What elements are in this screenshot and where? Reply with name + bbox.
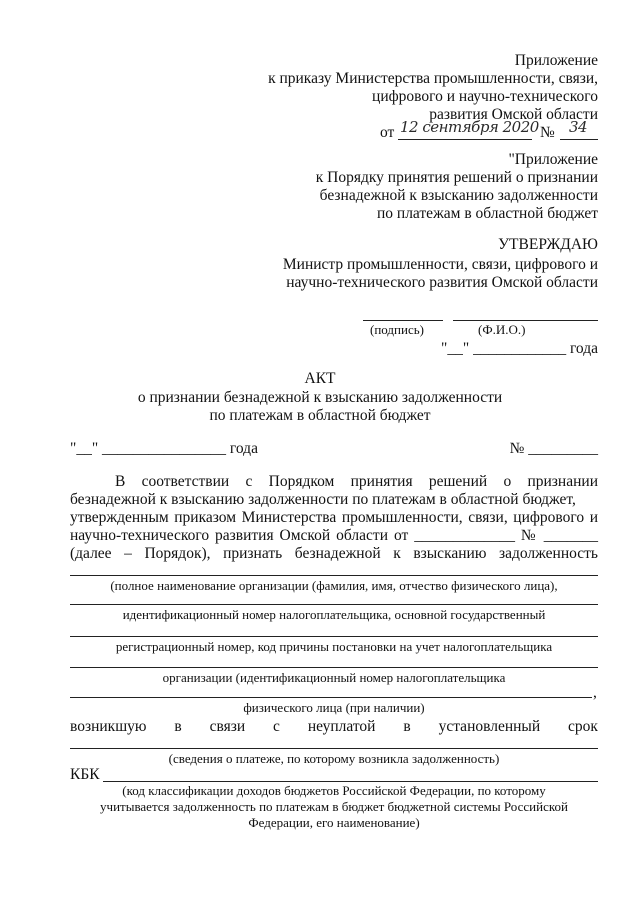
appendix-date-handwritten: 12 сентября 2020 — [400, 118, 539, 136]
p6-word: с — [273, 718, 280, 735]
body-paragraph-line-1 — [115, 473, 598, 491]
appendix-region-line: развития Омской области — [429, 106, 598, 123]
payment-info-caption: (сведения о платеже, по которому возникла задолженность) — [168, 751, 500, 766]
kbk-caption-2: учитывается задолженность по платежам в бюджет бюджетной системы Российской — [100, 799, 568, 814]
arose-line — [70, 718, 598, 736]
act-subtitle-2: по платежам в областной бюджет — [209, 407, 431, 424]
p6-word: возникшую — [70, 718, 147, 735]
appendix-date-prefix: от — [380, 124, 395, 141]
signature-line — [363, 320, 443, 321]
kbk-caption-3: Федерации, его наименование) — [248, 815, 420, 830]
person-inn-line — [70, 697, 592, 698]
org-name-line — [70, 575, 598, 576]
body-paragraph-line-5: (далее – Порядок), признать безнадежной к взысканию задолженность — [70, 545, 598, 562]
ogrn-caption: регистрационный номер, код причины постановки на учет налогоплательщика — [115, 639, 553, 654]
payment-info-line — [70, 748, 598, 749]
inn-caption: идентификационный номер налогоплательщика, основной государственный — [122, 607, 546, 622]
approve-date-line: "__" ____________ года — [441, 340, 598, 357]
kbk-label: КБК — [70, 766, 100, 783]
subappendix-title: "Приложение — [508, 151, 598, 168]
fio-line — [453, 320, 598, 321]
person-inn-comma: , — [593, 684, 597, 701]
signature-caption: (подпись) — [370, 322, 424, 337]
body-paragraph-line-4: научно-технического развития Омской области от _____________ № _______ — [70, 527, 598, 544]
appendix-number-underline — [560, 139, 598, 140]
p6-word: срок — [568, 718, 598, 735]
inn-line — [70, 604, 598, 605]
p6-word: в — [174, 718, 182, 735]
appendix-ministry-line: цифрового и научно-технического — [372, 88, 598, 105]
subappendix-line4: по платежам в областной бюджет — [376, 205, 598, 222]
approve-title: УТВЕРЖДАЮ — [498, 236, 598, 253]
fio-caption: (Ф.И.О.) — [478, 322, 526, 337]
appendix-title: Приложение — [514, 52, 598, 69]
p1-word: решений — [428, 473, 488, 490]
p1-word: В — [115, 473, 126, 490]
body-line-2-text: безнадежной к взысканию задолженности по платежам в областной бюджет, — [70, 491, 576, 508]
subappendix-line2: к Порядку принятия решений о признании — [315, 169, 598, 186]
org-name-caption: (полное наименование организации (фамилия, имя, отчество физического лица), — [110, 578, 558, 593]
kpp-line — [70, 667, 598, 668]
p1-word: Порядком — [268, 473, 335, 490]
act-date: "__" ________________ года — [70, 440, 258, 457]
p6-word: установленный — [438, 718, 541, 735]
p6-word: неуплатой — [307, 718, 376, 735]
kbk-line — [103, 781, 598, 782]
approve-minister-line: Министр промышленности, связи, цифрового и — [282, 256, 598, 273]
ogrn-line — [70, 636, 598, 637]
person-inn-caption: физического лица (при наличии) — [243, 700, 425, 715]
kbk-caption-1: (код классификации доходов бюджетов Российской Федерации, по которому — [122, 783, 546, 798]
act-subtitle-1: о признании безнадежной к взысканию задолженности — [137, 389, 503, 406]
approve-minister-line2: научно-технического развития Омской области — [286, 274, 598, 291]
p1-word: соответствии — [141, 473, 230, 490]
subappendix-line3: безнадежной к взысканию задолженности — [319, 187, 598, 204]
p1-word: принятия — [350, 473, 413, 490]
appendix-number-label: № — [540, 124, 555, 141]
appendix-date-underline — [398, 139, 532, 140]
appendix-number-handwritten: 34 — [568, 118, 588, 136]
body-paragraph-line-2 — [70, 491, 598, 509]
p6-word: связи — [209, 718, 246, 735]
appendix-order-line: к приказу Министерства промышленности, связи, — [268, 70, 598, 87]
kpp-caption: организации (идентификационный номер налогоплательщика — [162, 670, 506, 685]
p1-word: о — [503, 473, 512, 490]
p1-word: признании — [527, 473, 598, 490]
body-paragraph-line-3: утвержденным приказом Министерства промышленности, связи, цифрового и — [70, 509, 598, 526]
p6-word: в — [403, 718, 411, 735]
p1-word: с — [245, 473, 253, 490]
act-number: № _________ — [509, 440, 598, 457]
act-title: АКТ — [304, 370, 336, 387]
